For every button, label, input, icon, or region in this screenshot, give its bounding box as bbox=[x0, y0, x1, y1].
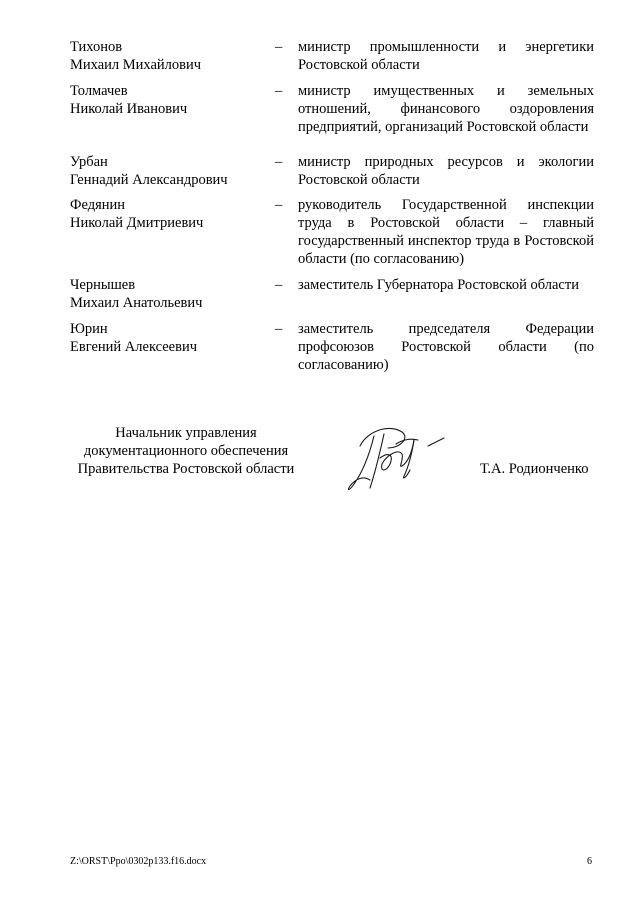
dash-separator: – bbox=[275, 277, 283, 293]
page-number: 6 bbox=[587, 856, 592, 867]
member-given-names: Евгений Алексеевич bbox=[70, 339, 198, 355]
signatory-title-line: Правительства Ростовской области bbox=[77, 461, 295, 477]
member-position: министр имущественных и земельных отношений, финансового оздоровления предприятий, организаций Ростовской области bbox=[298, 83, 594, 135]
member-surname: Толмачев bbox=[70, 83, 128, 99]
member-name bbox=[70, 38, 260, 74]
member-given-names: Михаил Михайлович bbox=[70, 57, 202, 73]
signatory-title bbox=[70, 424, 302, 478]
member-surname: Юрин bbox=[70, 321, 108, 337]
member-surname: Урбан bbox=[70, 154, 108, 170]
member-given-names: Николай Иванович bbox=[70, 101, 188, 117]
dash-separator: – bbox=[275, 197, 283, 213]
member-name bbox=[70, 276, 260, 312]
handwritten-signature bbox=[340, 418, 460, 498]
member-given-names: Геннадий Александрович bbox=[70, 172, 228, 188]
dash-separator: – bbox=[275, 321, 283, 337]
signer-name: Т.А. Родионченко bbox=[480, 461, 589, 477]
member-position: министр природных ресурсов и экологии Ростовской области bbox=[298, 154, 594, 188]
member-surname: Федянин bbox=[70, 197, 126, 213]
member-position: министр промышленности и энергетики Ростовской области bbox=[298, 39, 594, 73]
signatory-title-line: Начальник управления bbox=[115, 425, 257, 441]
member-surname: Чернышев bbox=[70, 277, 136, 293]
member-name bbox=[70, 82, 260, 118]
member-position: заместитель председателя Федерации профсоюзов Ростовской области (по согласованию) bbox=[298, 321, 594, 373]
member-given-names: Николай Дмитриевич bbox=[70, 215, 204, 231]
member-position: руководитель Государственной инспекции труда в Ростовской области – главный государственный инспектор труда в Ростовской области (по согласованию) bbox=[298, 197, 594, 267]
member-name bbox=[70, 320, 260, 356]
member-position: заместитель Губернатора Ростовской области bbox=[298, 277, 579, 293]
dash-separator: – bbox=[275, 39, 283, 55]
signatory-title-line: документационного обеспечения bbox=[83, 443, 289, 459]
member-surname: Тихонов bbox=[70, 39, 123, 55]
dash-separator: – bbox=[275, 154, 283, 170]
file-path: Z:\ORST\Ppo\0302p133.f16.docx bbox=[70, 856, 207, 867]
dash-separator: – bbox=[275, 83, 283, 99]
member-name bbox=[70, 196, 260, 232]
member-name bbox=[70, 153, 260, 189]
member-given-names: Михаил Анатольевич bbox=[70, 295, 203, 311]
